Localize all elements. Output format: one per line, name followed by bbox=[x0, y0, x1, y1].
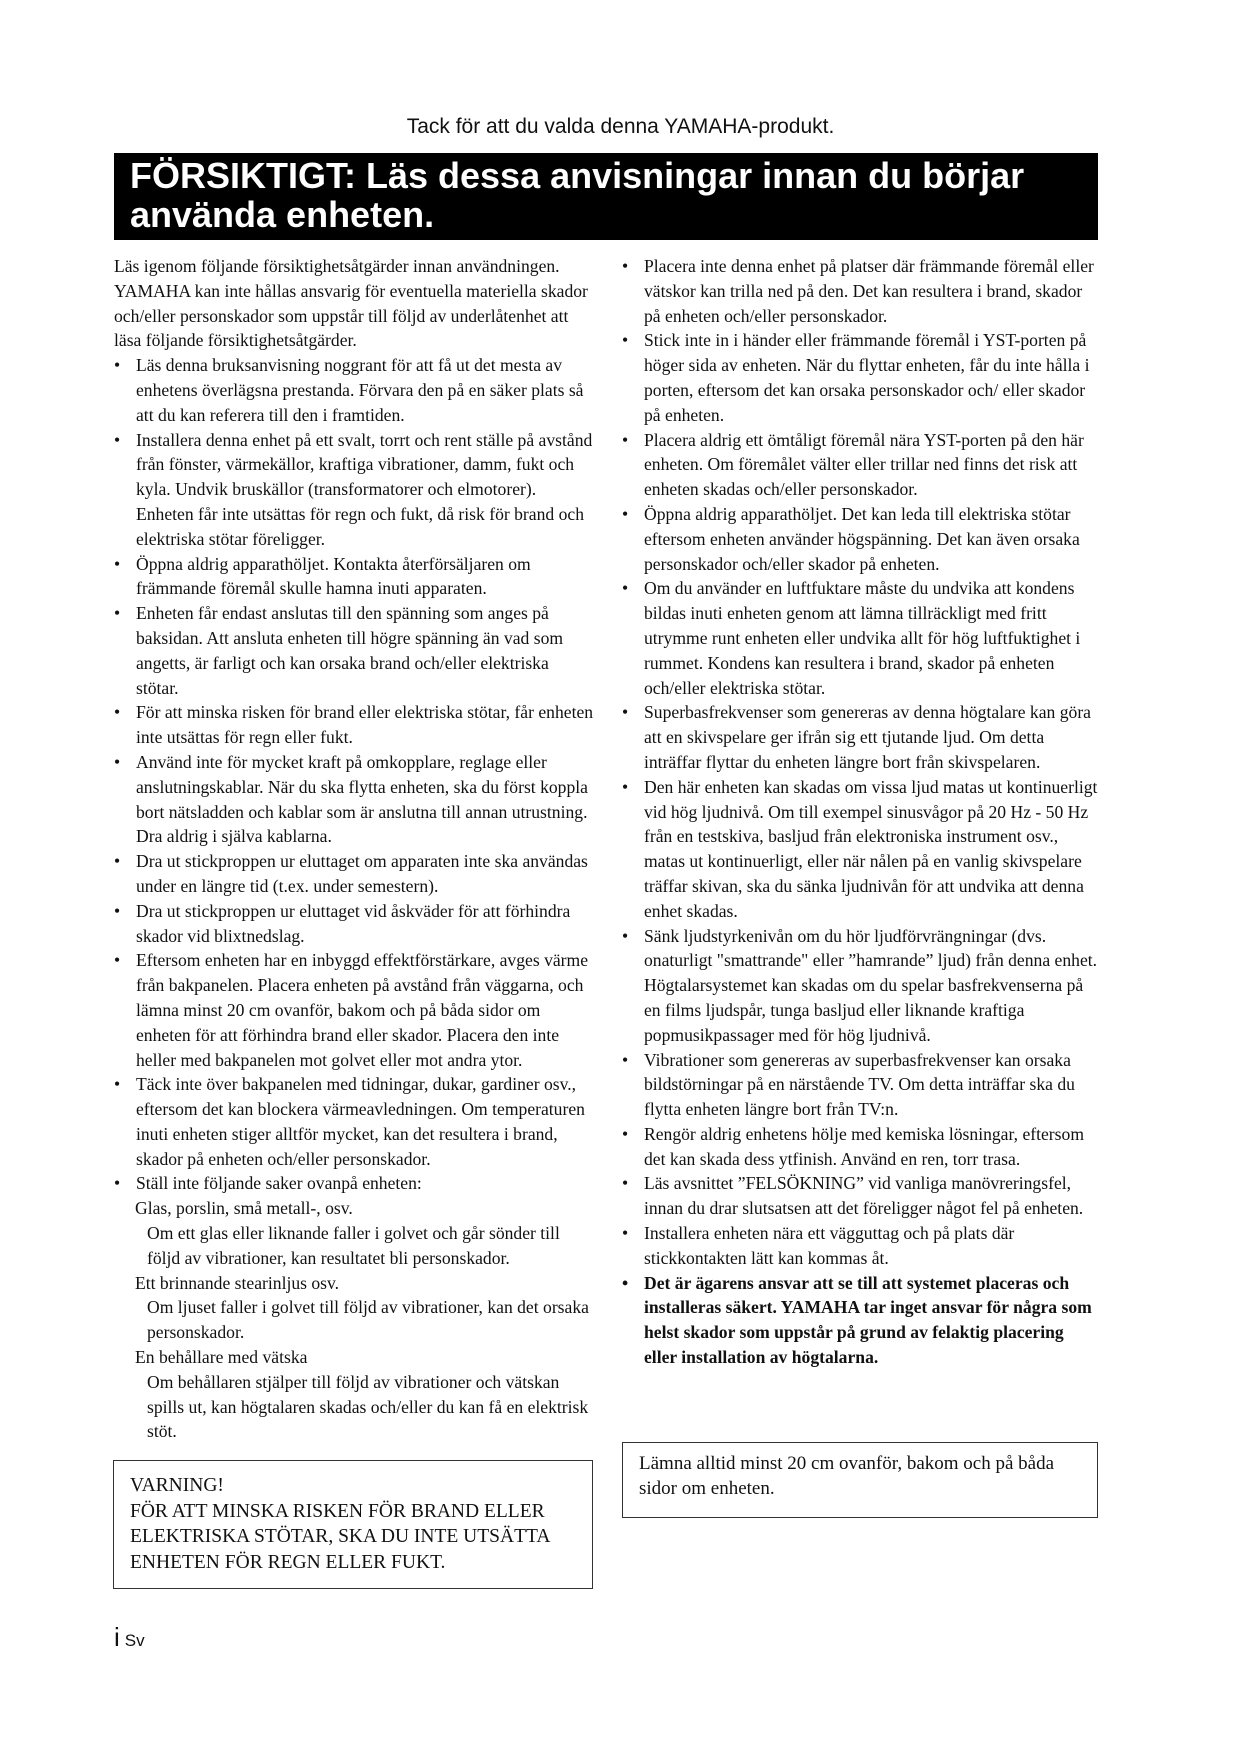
bullet-item: • Sänk ljudstyrkenivån om du hör ljudförvrängningar (dvs. onaturligt "smattrande" eller ”hamrande” ljud) från denna enhet. Högtalarsystemet kan skadas om du spelar basfrekvenserna på en films ljudspår, tunga basljud eller liknande kraftiga popmusikpassager med för hög ljudnivå. bbox=[622, 924, 1098, 1048]
bullet-item: • Täck inte över bakpanelen med tidningar, dukar, gardiner osv., eftersom det kan blockera värmeavledningen. Om temperaturen inuti enheten stiger alltför mycket, kan det resultera i brand, skador på enheten och/eller personskador. bbox=[114, 1072, 594, 1171]
bullet-item: • Dra ut stickproppen ur eluttaget om apparaten inte ska användas under en längre tid (t.ex. under semestern). bbox=[114, 849, 594, 899]
item-heading: Ett brinnande stearinljus osv. bbox=[135, 1272, 340, 1293]
page-footer bbox=[114, 1622, 145, 1656]
thank-you-line: Tack för att du valda denna YAMAHA-produkt. bbox=[406, 115, 835, 138]
language-code: Sv bbox=[124, 1631, 145, 1650]
bullet-item: • Enheten får endast anslutas till den spänning som anges på baksidan. Att ansluta enheten till högre spänning än vad som angetts, är farligt och kan orsaka brand och/eller elektriska stötar. bbox=[114, 601, 594, 700]
bullet-item: • Installera denna enhet på ett svalt, torrt och rent ställe på avstånd från fönster, värmekällor, kraftiga vibrationer, damm, fukt och kyla. Undvik bruskällor (transformatorer och elmotorer). Enheten får inte utsättas för regn och fukt, då risk för brand och elektriska stötar föreligger. bbox=[114, 428, 594, 552]
bullet-item: • Den här enheten kan skadas om vissa ljud matas ut kontinuerligt vid hög ljudnivå. Om till exempel sinusvågor på 20 Hz - 50 Hz från en testskiva, basljud från elektroniska instrument osv., matas ut kontinuerligt, eller när nålen på en vanlig skivspelare träffar skivan, ska du sänka ljudnivån för att undvika att denna enhet skadas. bbox=[622, 775, 1098, 924]
item-heading: Glas, porslin, små metall-, osv. bbox=[135, 1198, 353, 1219]
warning-line: ELEKTRISKA STÖTAR, SKA DU INTE UTSÄTTA bbox=[130, 1526, 551, 1547]
left-bullet-list bbox=[114, 353, 594, 1196]
bullet-item: • För att minska risken för brand eller elektriska stötar, får enheten inte utsättas för regn eller fukt. bbox=[114, 700, 594, 750]
bullet-item: • Placera inte denna enhet på platser där främmande föremål eller vätskor kan trilla ned på den. Det kan resultera i brand, skador på enheten och/eller personskador. bbox=[622, 254, 1098, 328]
item-text: Om ljuset faller i golvet till följd av vibrationer, kan det orsaka personskador. bbox=[147, 1297, 589, 1343]
item-liquid bbox=[114, 1345, 594, 1444]
item-candle bbox=[114, 1271, 594, 1345]
page-number: i bbox=[114, 1622, 120, 1652]
bullet-item: • Superbasfrekvenser som genereras av denna högtalare kan göra att en skivspelare ger ifrån sig ett tjutande ljud. Om detta inträffar flyttar du enheten längre bort från skivspelaren. bbox=[622, 700, 1098, 774]
warning-line: FÖR ATT MINSKA RISKEN FÖR BRAND ELLER bbox=[130, 1500, 545, 1522]
bullet-item: • Stick inte in i händer eller främmande föremål i YST-porten på höger sida av enheten. När du flyttar enheten, får du inte hålla i porten, eftersom det kan orsaka personskador och/ eller skador på enheten. bbox=[622, 328, 1098, 427]
bullet-item: • Öppna aldrig apparathöljet. Kontakta återförsäljaren om främmande föremål skulle hamna inuti apparaten. bbox=[114, 552, 594, 602]
left-column bbox=[114, 254, 594, 1444]
intro-paragraph: Läs igenom följande försiktighetsåtgärder innan användningen. YAMAHA kan inte hållas ansvarig för eventuella materiella skador och/eller personskador som uppstår till följd av underlåtenhet att läsa följande försiktighetsåtgärder. bbox=[114, 256, 588, 351]
bullet-item: • Eftersom enheten har en inbyggd effektförstärkare, avges värme från bakpanelen. Placera enheten på avstånd från väggarna, och lämna minst 20 cm ovanför, bakom och på båda sidor om enheten för att förhindra brand eller skador. Placera den inte heller med bakpanelen mot golvet eller mot andra ytor. bbox=[114, 948, 594, 1072]
clearance-note-box bbox=[622, 1442, 1098, 1518]
item-text: Om behållaren stjälper till följd av vibrationer och vätskan spills ut, kan högtalaren skadas och/eller du kan få en elektrisk stöt. bbox=[147, 1371, 589, 1442]
bullet-item: • Placera aldrig ett ömtåligt föremål nära YST-porten på den här enheten. Om föremålet välter eller trillar ned finns det risk att enheten skadas och/eller personskador. bbox=[622, 428, 1098, 502]
bullet-item: • Läs denna bruksanvisning noggrant för att få ut det mesta av enhetens överlägsna prestanda. Förvara den på en säker plats så att du kan referera till den i framtiden. bbox=[114, 353, 594, 427]
owner-responsibility-bullet: • Det är ägarens ansvar att se till att systemet placeras och installeras säkert. YAMAHA tar inget ansvar för några som helst skador som uppstår på grund av felaktig placering eller installation av högtalarna. bbox=[622, 1271, 1098, 1370]
bullet-item: • Vibrationer som genereras av superbasfrekvenser kan orsaka bildstörningar på en närstående TV. Om detta inträffar ska du flytta enheten längre bort från TV:n. bbox=[622, 1048, 1098, 1122]
bullet-item: • Dra ut stickproppen ur eluttaget vid åskväder för att förhindra skador vid blixtnedslag. bbox=[114, 899, 594, 949]
warning-line: ENHETEN FÖR REGN ELLER FUKT. bbox=[130, 1551, 446, 1573]
warning-box bbox=[113, 1460, 593, 1589]
clearance-note-text: Lämna alltid minst 20 cm ovanför, bakom och på båda sidor om enheten. bbox=[639, 1453, 1055, 1499]
item-text: Om ett glas eller liknande faller i golvet och går sönder till följd av vibrationer, kan resultatet bli personskador. bbox=[147, 1223, 560, 1268]
item-glass bbox=[114, 1196, 594, 1270]
bullet-item: • Om du använder en luftfuktare måste du undvika att kondens bildas inuti enheten genom att lämna tillräckligt med fritt utrymme runt enheten eller undvika allt för hög luftfuktighet i rummet. Kondens kan resultera i brand, skador på enheten och/eller elektriska stötar. bbox=[622, 576, 1098, 700]
bullet-item: • Använd inte för mycket kraft på omkopplare, reglage eller anslutningskablar. När du ska flytta enheten, ska du först koppla bort nätsladden och kablar som är anslutna till annan utrustning. Dra aldrig i själva kablarna. bbox=[114, 750, 594, 849]
item-heading: En behållare med vätska bbox=[135, 1347, 308, 1368]
caution-title-line-1: FÖRSIKTIGT: Läs dessa anvisningar innan du börjar bbox=[130, 155, 1025, 196]
bullet-item: • Ställ inte följande saker ovanpå enheten: bbox=[114, 1171, 594, 1196]
right-bullet-list bbox=[622, 254, 1098, 1370]
bullet-item: • Installera enheten nära ett vägguttag och på plats där stickkontakten lätt kan kommas åt. bbox=[622, 1221, 1098, 1271]
bullet-item: • Läs avsnittet ”FELSÖKNING” vid vanliga manövreringsfel, innan du drar slutsatsen att det föreligger något fel på enheten. bbox=[622, 1171, 1098, 1221]
caution-title-line-2: använda enheten. bbox=[130, 194, 435, 235]
right-column bbox=[622, 254, 1098, 1370]
caution-title-bar bbox=[114, 153, 1098, 240]
bullet-item: • Öppna aldrig apparathöljet. Det kan leda till elektriska stötar eftersom enheten använder högspänning. Det kan även orsaka personskador och/eller skador på enheten. bbox=[622, 502, 1098, 576]
bullet-item: • Rengör aldrig enhetens hölje med kemiska lösningar, eftersom det kan skada dess ytfinish. Använd en ren, torr trasa. bbox=[622, 1122, 1098, 1172]
warning-heading: VARNING! bbox=[130, 1475, 224, 1496]
